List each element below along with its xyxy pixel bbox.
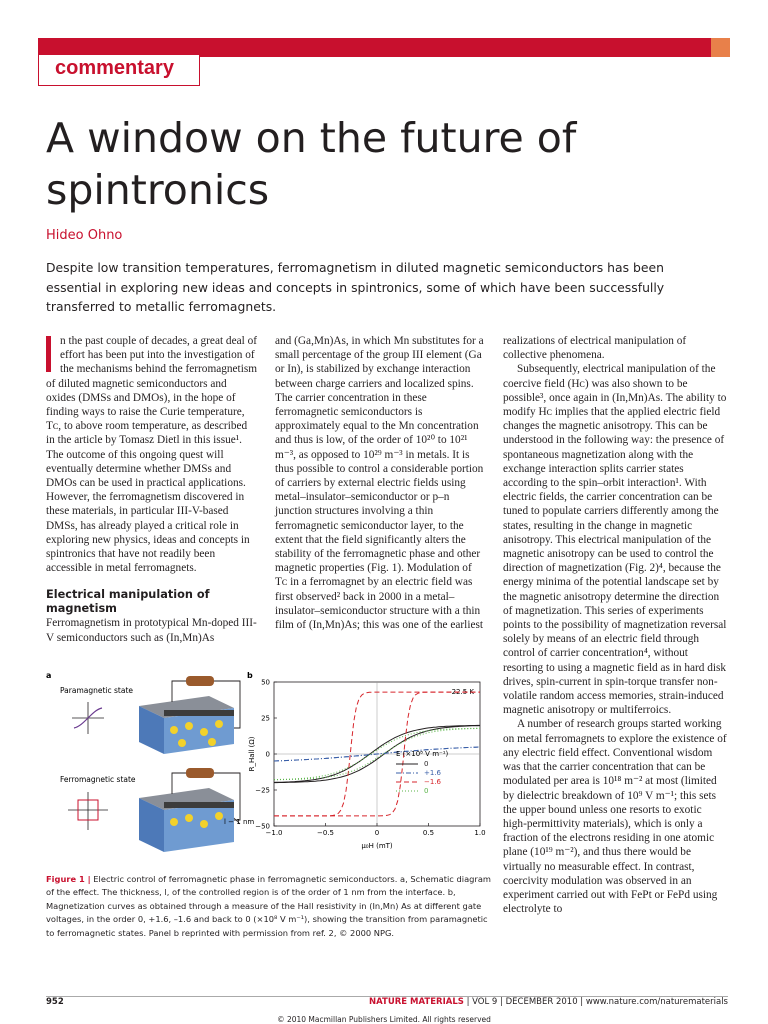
figure-caption	[46, 873, 491, 940]
section-label: commentary	[55, 57, 174, 79]
x-tick-label: 0	[374, 829, 380, 837]
column-2	[275, 334, 485, 632]
legend-title: E (×10⁸ V m⁻¹)	[396, 750, 449, 758]
paragraph	[46, 334, 258, 575]
paramagnetic-curve-icon	[72, 702, 104, 734]
author-name: Hideo Ohno	[46, 228, 123, 243]
journal-name: NATURE MATERIALS	[369, 997, 464, 1007]
caption-label: Figure 1 |	[46, 874, 91, 884]
paragraph: and (Ga,Mn)As, in which Mn substitutes for a small percentage of the group III element (Ga or In), is stabilized by exchange interaction between charge carriers and localized spins. The carrier concentration in these ferromagnetic semiconductors is approximately equal to the Mn concentration and thus is low, of the order of 10²⁰ to 10²¹ m⁻³, as opposed to 10²⁹ m⁻³ in metals. It is thus possible to control a considerable portion of carriers by external electric fields using metal–insulator–semiconductor or p–n junction structures involving a thin ferromagnetic semiconductor layer, to the extent that the field significantly alters the stability of the ferromagnetic phase and other magnetic properties (Fig. 1). Modulation of Tᴄ in a ferromagnet by an electric field was first observed² back in 2000 in a metal–insulator–semiconductor structure with a thin film of (In,Mn)As; this was one of the earliest	[275, 335, 484, 632]
y-tick-label: −50	[255, 822, 270, 831]
legend-entry: 0	[424, 787, 429, 795]
paragraph: Subsequently, electrical manipulation of the coercive field (Hᴄ) was also shown to be possible³, once again in (In,Mn)As. The ability to modify Hᴄ implies that the applied electric field changes the magnetic anisotropy. This can be understood in the following way: the presence of spontaneous magnetization along with the exchange interaction splits carrier states according to the spin–orbit interaction¹. With electric fields, the carrier concentration can be tuned to populate carriers differently among the states, resulting in the change in magnetic anisotropy. This electrical manipulation of the magnetic anisotropy can be used to control the direction of magnetization (Fig. 2)⁴, because the energy minima of the potential landscape set by the magnetic anisotropy determine the direction of magnetization. This series of experiments points to the possibility of magnetization reversal solely by means of an electric field through control of carrier concentration⁴, without resorting to using a magnetic field as in hard disk drives, spin-current in spin-torque transfer non-volatile random access memories, strain-induced magnetic anisotropy or multiferroics.	[503, 363, 727, 717]
hall-resistance-chart	[248, 679, 486, 851]
x-tick-label: 0.5	[422, 829, 435, 837]
section-heading: Electrical manipulation of magnetism	[46, 588, 210, 616]
ferromagnetic-label: Ferromagnetic state	[60, 775, 136, 784]
article-title: A window on the future of spintronics	[46, 114, 577, 214]
device-schematic-top	[139, 676, 240, 754]
x-tick-label: −1.0	[265, 829, 283, 837]
y-axis-label: R_Hall (Ω)	[248, 736, 256, 772]
paramagnetic-label: Paramagnetic state	[60, 686, 134, 695]
legend-entry: 0	[424, 760, 429, 768]
x-tick-label: −0.5	[317, 829, 334, 837]
paragraph: A number of research groups started working on metal ferromagnets to explore the existence of any electric field effect. Conventional wisdom was that the carrier concentration that can be modulated per area is 10¹⁸ m⁻² at most (limited by dielectric breakdown of 10⁹ V m⁻¹; this sets the upper bound unless one resorts to exotic high-permittivity materials), which is only a fraction of the electrons residing in one atomic plane (10¹⁹ m⁻²), and thus there would be virtually no measurable effect. In contrast, coercivity modulation was observed in an experiment carried out with FePt or FePd using electrolyte to	[503, 718, 727, 916]
paragraph: realizations of electrical manipulation of collective phenomena.	[503, 335, 687, 362]
device-schematic-bottom	[139, 768, 240, 852]
page-footer	[46, 996, 728, 1011]
copyright-notice: © 2010 Macmillan Publishers Limited. All rights reserved	[277, 1015, 491, 1024]
x-tick-label: 1.0	[474, 829, 486, 837]
x-axis-label: μ₀H (mT)	[361, 842, 393, 850]
panel-a-label: a	[46, 671, 52, 680]
y-tick-label: 0	[265, 750, 270, 759]
figure-1	[44, 668, 496, 868]
column-3	[503, 334, 727, 916]
paragraph: Ferromagnetism in prototypical Mn-doped III-V semiconductors such as (In,Mn)As	[46, 617, 257, 644]
standfirst: Despite low transition temperatures, ferromagnetism in diluted magnetic semiconductors has been essential in exploring new ideas and concepts in spintronics, some of which have been successfully transferred to metallic ferromagnets.	[46, 260, 665, 314]
y-tick-label: 25	[261, 714, 270, 723]
column-1	[46, 334, 258, 645]
page-number: 952	[46, 997, 64, 1007]
legend-entry: +1.6	[424, 769, 441, 777]
panel-b-label: b	[247, 671, 253, 680]
caption-text: Electric control of ferromagnetic phase in ferromagnetic semiconductors. a, Schematic diagram of the effect. The thickness, l, of the controlled region is of the order of 1 nm from the interface. b, Magnetization curves as obtained through a measure of the Hall resistivity in (In,Mn) As at different gate voltages, in the order 0, +1.6, –1.6 and back to 0 (×10⁸ V m⁻¹), showing the transition from paramagnetic to ferromagnetic states. Panel b reprinted with permission from ref. 2, © 2000 NPG.	[46, 874, 492, 938]
section-tab	[38, 55, 200, 86]
legend-entry: −1.6	[424, 778, 441, 786]
y-tick-label: 50	[261, 678, 270, 687]
temperature-annotation: 22.5 K	[451, 688, 474, 696]
drop-cap-bar	[46, 336, 51, 372]
thickness-label: l − 1 nm	[224, 818, 255, 826]
header-accent	[711, 38, 730, 57]
issue-info: | VOL 9 | DECEMBER 2010 | www.nature.com/naturematerials	[463, 997, 728, 1007]
y-tick-label: −25	[255, 786, 270, 795]
journal-info	[369, 997, 728, 1007]
hysteresis-loop-icon	[68, 792, 108, 830]
paragraph-text: n the past couple of decades, a great deal of effort has been put into the investigation of the mechanisms behind the ferromagnetism of diluted magnetic semiconductors and oxides (DMSs and DMOs), in the hope of finding ways to raise the Curie temperature, Tᴄ, to above room temperature, as described in the article by Tomasz Dietl in this issue¹. The outcome of this ongoing quest will eventually determine whether DMSs and DMOs can be used in practical applications. However, the ferromagnetism discovered in these materials, in particular III-V-based DMSs, has already played a critical role in exploring new physics, ideas and concepts in spintronics that have not readily been accessible in metal ferromagnets.	[46, 335, 258, 575]
